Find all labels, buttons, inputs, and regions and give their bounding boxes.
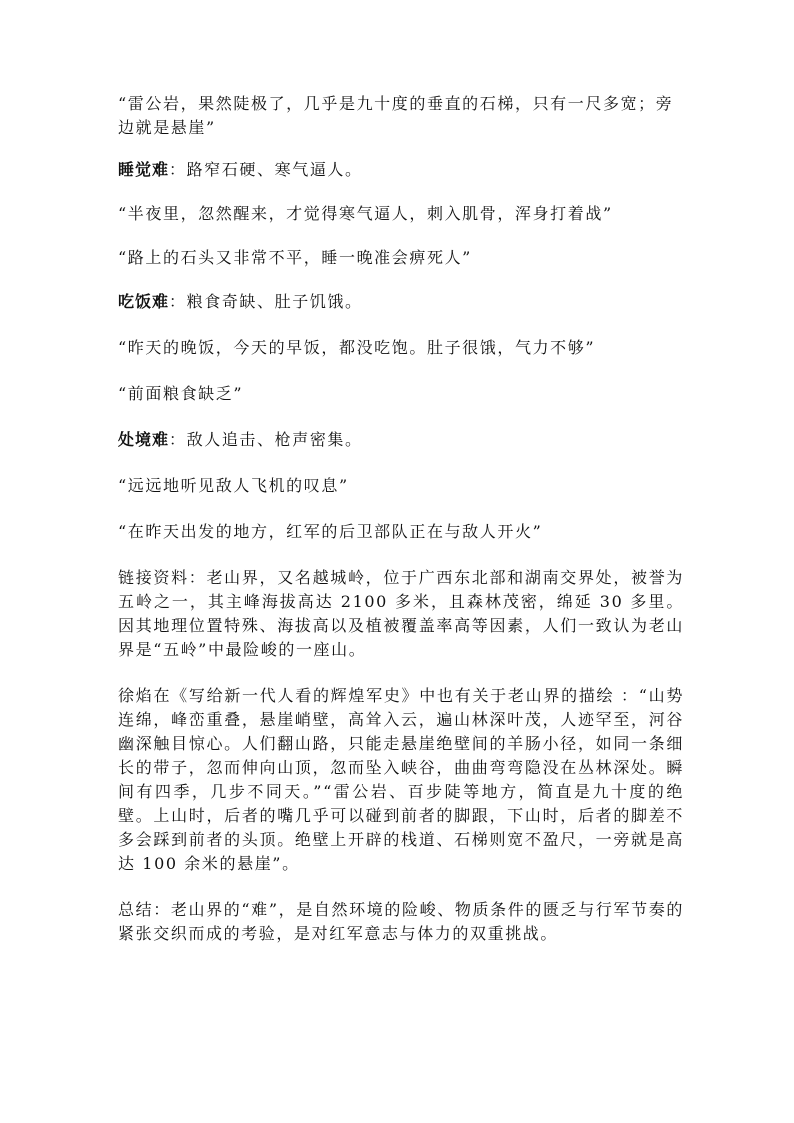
- quote-rough-stones: “路上的石头又非常不平，睡一晚准会痹死人”: [118, 248, 472, 267]
- quote-enemy-planes: “远远地听见敌人飞机的叹息”: [118, 476, 349, 495]
- section-situation-text: ：敌人追击、枪声密集。: [169, 430, 363, 449]
- quote-midnight-cold: “半夜里，忽然醒来，才觉得寒气逼人，刺入肌骨，浑身打着战”: [118, 204, 613, 223]
- section-food-label: 吃饭难: [118, 292, 170, 311]
- section-sleep: [118, 158, 684, 182]
- section-food-text: ：粮食奇缺、肚子饥饿。: [169, 292, 363, 311]
- quote-leigongyan: “雷公岩，果然陡极了，几乎是九十度的垂直的石梯，只有一尺多宽；旁边就是悬崖”: [118, 94, 674, 137]
- document-content: [118, 92, 684, 946]
- section-situation-label: 处境难: [118, 430, 170, 449]
- quote-rearguard-fire: “在昨天出发的地方，红军的后卫部队正在与敌人开火”: [118, 522, 543, 541]
- section-situation: [118, 428, 684, 452]
- paragraph-link-material: 链接资料：老山界，又名越城岭，位于广西东北部和湖南交界处，被誉为五岭之一，其主峰海拔高达 2100 多米，且森林茂密，绵延 30 多里。因其地理位置特殊、海拔高以及植被覆盖率高等因素，人们一致认为老山界是“五岭”中最险峻的一座山。: [118, 568, 684, 659]
- quote-not-full: “昨天的晚饭，今天的早饭，都没吃饱。肚子很饿，气力不够”: [118, 338, 596, 357]
- section-sleep-label: 睡觉难: [118, 160, 170, 179]
- paragraph-xu-yan: 徐焰在《写给新一代人看的辉煌军史》中也有关于老山界的描绘 ：“山势连绵，峰峦重叠，悬崖峭壁，高耸入云，遍山林深叶茂，人迹罕至，河谷幽深触目惊心。人们翻山路，只能走悬崖绝壁间的羊肠小径，如同一条细长的带子，忽而伸向山顶，忽而坠入峡谷，曲曲弯弯隐没在丛林深处。瞬间有四季，几步不同天。”“雷公岩、百步陡等地方，简直是九十度的绝壁。上山时，后者的嘴几乎可以碰到前者的脚跟，下山时，后者的脚差不多会踩到前者的头顶。绝壁上开辟的栈道、石梯则宽不盈尺，一旁就是高达 100 余米的悬崖”。: [118, 686, 684, 873]
- paragraph-summary: 总结：老山界的“难”，是自然环境的险峻、物质条件的匮乏与行军节奏的紧张交织而成的考验，是对红军意志与体力的双重挑战。: [118, 900, 684, 943]
- section-sleep-text: ：路窄石硬、寒气逼人。: [169, 160, 363, 179]
- quote-food-shortage: “前面粮食缺乏”: [118, 384, 244, 403]
- section-food: [118, 290, 684, 314]
